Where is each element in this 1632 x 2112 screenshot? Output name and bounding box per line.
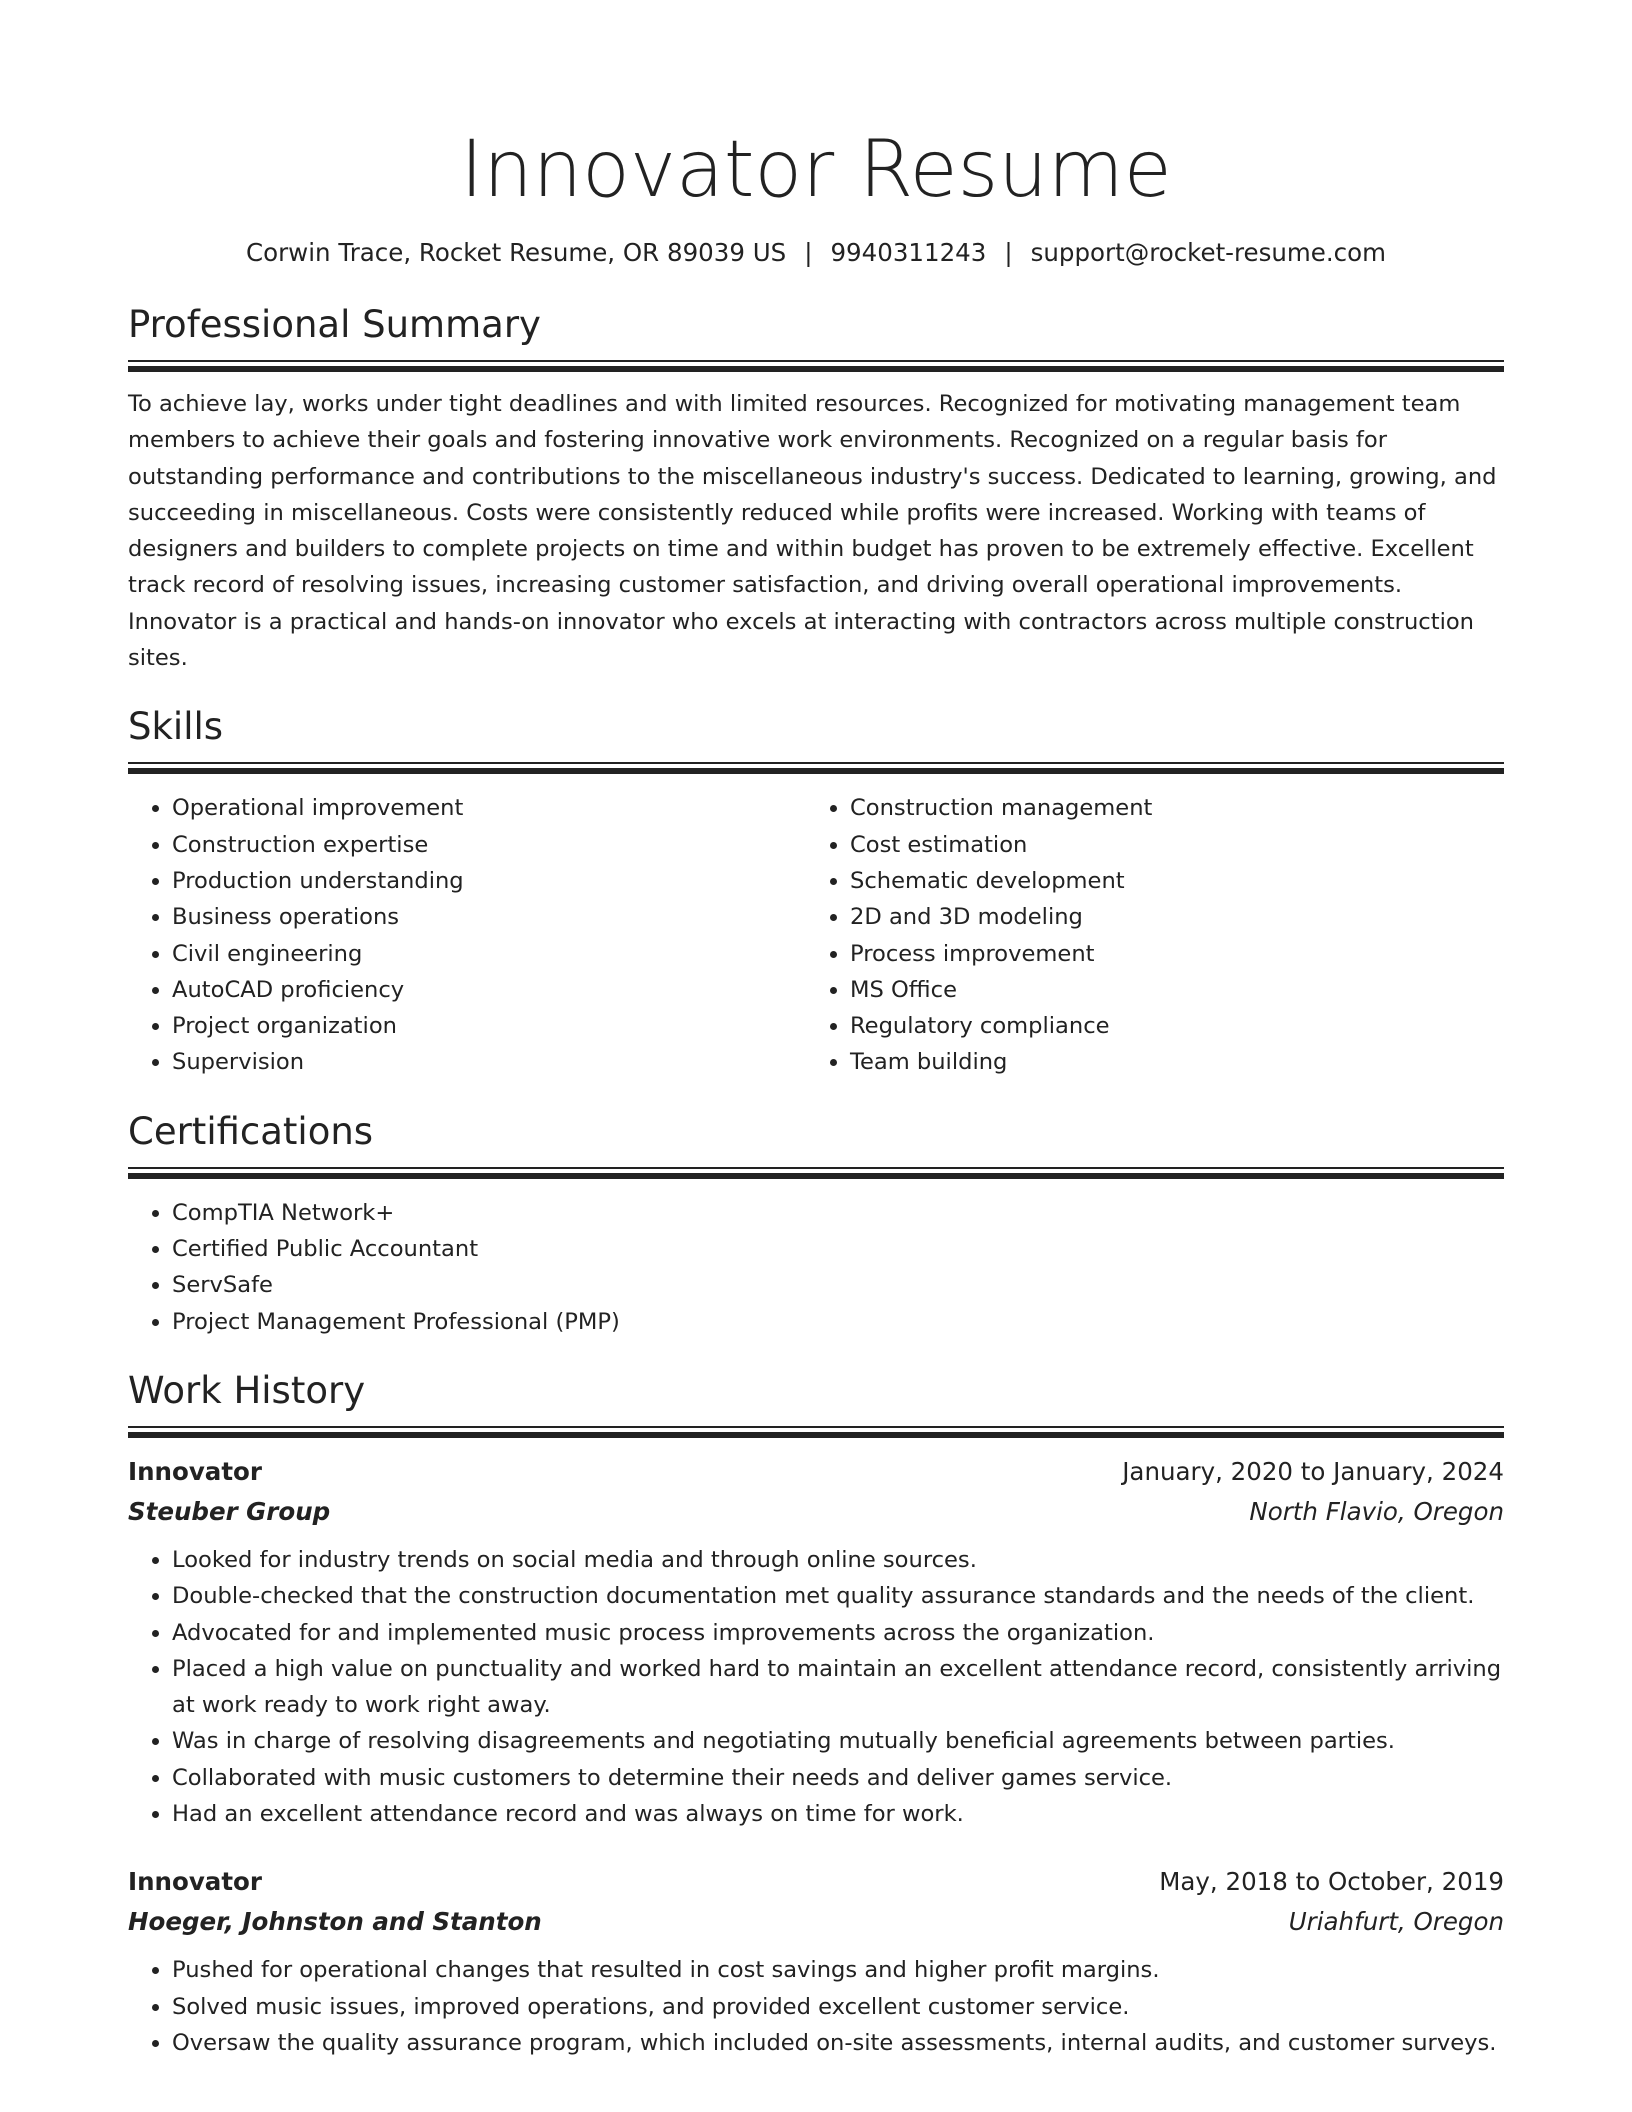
skill-item: • Regulatory compliance bbox=[850, 1008, 1484, 1044]
job-header bbox=[128, 1862, 1504, 1902]
skill-item: • Construction expertise bbox=[172, 827, 806, 863]
job-bullet: • Had an excellent attendance record and was always on time for work. bbox=[172, 1796, 1504, 1832]
job-bullet: • Oversaw the quality assurance program, which included on-site assessments, internal audits, and customer surveys. bbox=[172, 2025, 1504, 2061]
summary-text: To achieve lay, works under tight deadlines and with limited resources. Recognized for motivating management team members to achieve their goals and fostering innovative work environments. Recognized on a regular basis for outstanding performance and contributions to the miscellaneous industry's success. Dedicated to learning, growing, and succeeding in miscellaneous. Costs were consistently reduced while profits were increased. Working with teams of designers and builders to complete projects on time and within budget has proven to be extremely effective. Excellent track record of resolving issues, increasing customer satisfaction, and driving overall operational improvements. Innovator is a practical and hands-on innovator who excels at interacting with contractors across multiple construction sites. bbox=[128, 391, 1497, 672]
certifications-list bbox=[128, 1195, 1504, 1340]
skill-item: • Process improvement bbox=[850, 936, 1484, 972]
job-bullet: • Collaborated with music customers to determine their needs and deliver games service. bbox=[172, 1760, 1504, 1796]
job-subheader bbox=[128, 1492, 1504, 1532]
certification-item: • ServSafe bbox=[172, 1267, 1504, 1303]
job-location: North Flavio, Oregon bbox=[1249, 1496, 1504, 1526]
summary-section bbox=[128, 302, 1504, 676]
job-bullet: • Pushed for operational changes that resulted in cost savings and higher profit margins. bbox=[172, 1952, 1504, 1988]
skill-item: • Construction management bbox=[850, 790, 1484, 826]
section-title-summary: Professional Summary bbox=[128, 303, 541, 346]
job-title: Innovator bbox=[128, 1456, 262, 1486]
skill-item: • 2D and 3D modeling bbox=[850, 899, 1484, 935]
resume-title: Innovator Resume bbox=[460, 125, 1172, 215]
contact-address: Corwin Trace, Rocket Resume, OR 89039 US bbox=[246, 238, 787, 267]
section-title-skills: Skills bbox=[128, 705, 224, 749]
job-company: Hoeger, Johnston and Stanton bbox=[128, 1907, 542, 1937]
section-divider bbox=[128, 360, 1504, 372]
skill-item: • Civil engineering bbox=[172, 936, 806, 972]
job-bullets bbox=[128, 1952, 1504, 2061]
job-entry bbox=[128, 1862, 1504, 2061]
skills-columns bbox=[128, 790, 1504, 1080]
section-divider bbox=[128, 1426, 1504, 1438]
section-title-certifications: Certifications bbox=[128, 1109, 374, 1153]
job-dates: May, 2018 to October, 2019 bbox=[1159, 1867, 1504, 1897]
certifications-section bbox=[128, 1109, 1504, 1340]
job-bullet: • Looked for industry trends on social media and through online sources. bbox=[172, 1542, 1504, 1578]
job-subheader bbox=[128, 1902, 1504, 1942]
job-company: Steuber Group bbox=[128, 1496, 331, 1526]
contact-email: support@rocket-resume.com bbox=[1030, 238, 1386, 267]
resume-page bbox=[128, 0, 1504, 2061]
work-history-section bbox=[128, 1368, 1504, 2061]
section-divider bbox=[128, 762, 1504, 774]
skills-list-right bbox=[806, 790, 1484, 1080]
skill-item: • Supervision bbox=[172, 1044, 806, 1080]
skill-item: • Production understanding bbox=[172, 863, 806, 899]
skill-item: • AutoCAD proficiency bbox=[172, 972, 806, 1008]
job-dates: January, 2020 to January, 2024 bbox=[1122, 1456, 1504, 1486]
job-bullet: • Placed a high value on punctuality and worked hard to maintain an excellent attendance record, consistently arriving at work ready to work right away. bbox=[172, 1651, 1504, 1724]
skills-list-left bbox=[128, 790, 806, 1080]
job-bullet: • Solved music issues, improved operations, and provided excellent customer service. bbox=[172, 1989, 1504, 2025]
contact-line bbox=[128, 236, 1504, 270]
certification-item: • CompTIA Network+ bbox=[172, 1195, 1504, 1231]
skill-item: • Business operations bbox=[172, 899, 806, 935]
job-bullets bbox=[128, 1542, 1504, 1832]
skills-column-right bbox=[806, 790, 1484, 1080]
skill-item: • Schematic development bbox=[850, 863, 1484, 899]
job-bullet: • Double-checked that the construction documentation met quality assurance standards and the needs of the client. bbox=[172, 1578, 1504, 1614]
skills-section bbox=[128, 704, 1504, 1080]
job-location: Uriahfurt, Oregon bbox=[1288, 1907, 1504, 1937]
section-divider bbox=[128, 1167, 1504, 1179]
job-title: Innovator bbox=[128, 1867, 262, 1897]
skill-item: • Cost estimation bbox=[850, 827, 1484, 863]
skill-item: • Project organization bbox=[172, 1008, 806, 1044]
contact-separator: | bbox=[1004, 238, 1013, 267]
job-entry bbox=[128, 1452, 1504, 1832]
skills-column-left bbox=[128, 790, 806, 1080]
section-title-work-history: Work History bbox=[128, 1368, 366, 1412]
skill-item: • Operational improvement bbox=[172, 790, 806, 826]
job-bullet: • Was in charge of resolving disagreements and negotiating mutually beneficial agreements between parties. bbox=[172, 1723, 1504, 1759]
skill-item: • Team building bbox=[850, 1044, 1484, 1080]
skill-item: • MS Office bbox=[850, 972, 1484, 1008]
job-bullet: • Advocated for and implemented music process improvements across the organization. bbox=[172, 1615, 1504, 1651]
job-header bbox=[128, 1452, 1504, 1492]
certification-item: • Certified Public Accountant bbox=[172, 1231, 1504, 1267]
contact-phone: 9940311243 bbox=[830, 238, 987, 267]
certification-item: • Project Management Professional (PMP) bbox=[172, 1304, 1504, 1340]
contact-separator: | bbox=[804, 238, 813, 267]
